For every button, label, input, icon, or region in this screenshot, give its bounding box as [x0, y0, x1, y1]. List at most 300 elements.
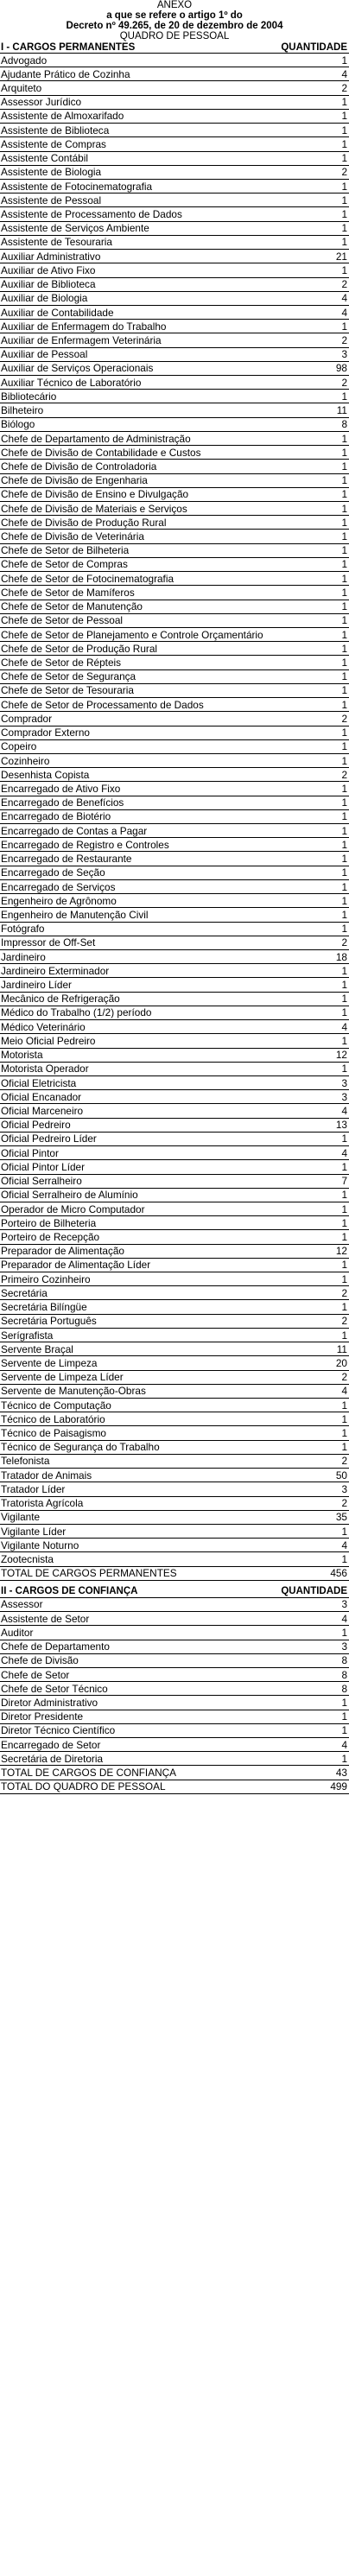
position-quantity: 35 — [335, 1511, 347, 1524]
position-quantity: 1 — [341, 1063, 347, 1075]
position-quantity: 3 — [341, 348, 347, 361]
position-title: Diretor Administrativo — [1, 1696, 98, 1709]
position-title: Assistente de Biblioteca — [1, 124, 110, 136]
position-quantity: 1 — [341, 320, 347, 333]
table-row — [0, 1552, 349, 1566]
position-quantity: 1 — [341, 1553, 347, 1566]
position-quantity: 2 — [341, 1371, 347, 1384]
table-row — [0, 1034, 349, 1048]
position-quantity: 1 — [341, 1160, 347, 1173]
position-quantity: 1 — [341, 1272, 347, 1285]
position-title: Chefe de Setor de Manutenção — [1, 600, 143, 613]
position-title: Oficial Marceneiro — [1, 1105, 84, 1118]
position-title: Oficial Pintor Líder — [1, 1160, 86, 1173]
position-title: Assistente de Serviços Ambiente — [1, 222, 149, 235]
table-row — [0, 923, 349, 936]
position-quantity: 1 — [341, 263, 347, 276]
position-quantity: 20 — [335, 1356, 347, 1369]
table-row — [0, 628, 349, 642]
table-row — [0, 1020, 349, 1034]
position-quantity: 1 — [341, 137, 347, 150]
position-quantity: 4 — [341, 292, 347, 305]
table-row — [0, 1119, 349, 1133]
position-quantity: 1 — [341, 684, 347, 697]
table-row — [0, 236, 349, 250]
position-title: Zootecnista — [1, 1553, 54, 1566]
position-quantity: 1 — [341, 1230, 347, 1243]
table-row — [0, 768, 349, 782]
section-trust-title: II - CARGOS DE CONFIANÇA — [1, 1586, 138, 1597]
position-title: Oficial Pedreiro Líder — [1, 1133, 97, 1145]
position-title: Jardineiro — [1, 950, 46, 963]
position-quantity: 1 — [341, 754, 347, 767]
table-row — [0, 460, 349, 473]
position-title: Operador de Micro Computador — [1, 1202, 145, 1215]
grand-total-row — [0, 1780, 349, 1794]
table-row — [0, 348, 349, 362]
position-title: Porteiro de Bilheteria — [1, 1216, 97, 1229]
position-quantity: 8 — [341, 1682, 347, 1695]
table-row — [0, 180, 349, 194]
position-title: Preparador de Alimentação Líder — [1, 1259, 151, 1272]
position-quantity: 11 — [336, 1342, 347, 1355]
position-title: Chefe de Departamento de Administração — [1, 432, 191, 445]
table-row — [0, 1482, 349, 1496]
permanent-total-label: TOTAL DE CARGOS PERMANENTES — [1, 1567, 177, 1580]
position-quantity: 1 — [341, 824, 347, 837]
position-quantity: 8 — [341, 418, 347, 431]
position-title: Servente Braçal — [1, 1342, 73, 1355]
position-title: Oficial Eletricista — [1, 1076, 77, 1089]
position-quantity: 1 — [341, 1202, 347, 1215]
position-quantity: 1 — [341, 1006, 347, 1019]
position-title: Auxiliar de Biologia — [1, 292, 88, 305]
position-quantity: 3 — [341, 1640, 347, 1653]
position-quantity: 4 — [341, 1612, 347, 1625]
table-row — [0, 1189, 349, 1202]
position-title: Motorista — [1, 1049, 43, 1062]
position-title: Assistente de Pessoal — [1, 194, 102, 206]
position-quantity: 1 — [341, 657, 347, 669]
table-row — [0, 1216, 349, 1230]
position-quantity: 1 — [341, 810, 347, 823]
table-row — [0, 1455, 349, 1469]
position-quantity: 1 — [341, 432, 347, 445]
position-title: Auditor — [1, 1626, 34, 1639]
position-quantity: 13 — [335, 1119, 347, 1132]
position-quantity: 1 — [341, 390, 347, 403]
position-quantity: 1 — [341, 1259, 347, 1272]
position-title: Chefe de Divisão de Ensino e Divulgação — [1, 488, 189, 501]
table-row — [0, 1133, 349, 1146]
position-quantity: 8 — [341, 1654, 347, 1667]
table-row — [0, 936, 349, 950]
table-row — [0, 796, 349, 810]
position-title: Servente de Manutenção-Obras — [1, 1385, 146, 1398]
table-row — [0, 376, 349, 390]
table-row — [0, 1752, 349, 1766]
position-quantity: 2 — [341, 82, 347, 95]
table-row — [0, 754, 349, 768]
position-title: Chefe de Setor de Segurança — [1, 670, 136, 683]
table-row — [0, 263, 349, 277]
position-title: Oficial Serralheiro — [1, 1175, 82, 1188]
position-quantity: 1 — [341, 740, 347, 753]
position-quantity: 1 — [341, 964, 347, 977]
table-row — [0, 250, 349, 263]
position-quantity: 1 — [341, 908, 347, 921]
position-title: Primeiro Cozinheiro — [1, 1272, 91, 1285]
position-quantity: 1 — [341, 1189, 347, 1202]
table-row — [0, 516, 349, 530]
position-quantity: 4 — [341, 67, 347, 80]
position-title: Chefe de Divisão de Veterinária — [1, 530, 144, 543]
table-row — [0, 572, 349, 586]
position-title: Chefe de Setor de Mamíferos — [1, 586, 135, 599]
position-title: Copeiro — [1, 740, 37, 753]
table-row — [0, 544, 349, 558]
position-quantity: 1 — [341, 530, 347, 543]
table-row — [0, 1371, 349, 1385]
position-quantity: 1 — [341, 1301, 347, 1314]
table-row — [0, 1342, 349, 1356]
table-row — [0, 964, 349, 978]
position-quantity: 1 — [341, 1752, 347, 1765]
position-quantity: 1 — [341, 600, 347, 613]
position-title: Vigilante Noturno — [1, 1539, 79, 1551]
position-quantity: 1 — [341, 544, 347, 557]
table-row — [0, 684, 349, 698]
position-quantity: 1 — [341, 642, 347, 655]
table-row — [0, 1063, 349, 1076]
position-quantity: 1 — [341, 726, 347, 739]
trust-total-row — [0, 1766, 349, 1780]
position-title: Oficial Pedreiro — [1, 1119, 71, 1132]
position-quantity: 1 — [341, 993, 347, 1006]
table-row — [0, 558, 349, 572]
position-title: Secretária Português — [1, 1315, 97, 1328]
position-title: Chefe de Setor — [1, 1668, 70, 1681]
position-quantity: 4 — [341, 1738, 347, 1751]
table-row — [0, 1300, 349, 1314]
table-row — [0, 124, 349, 137]
table-row — [0, 1441, 349, 1455]
quantity-column-header: QUANTIDADE — [281, 41, 347, 53]
position-quantity: 1 — [341, 96, 347, 109]
table-row — [0, 880, 349, 894]
position-title: Encarregado de Restaurante — [1, 853, 132, 866]
table-row — [0, 166, 349, 180]
table-row — [0, 740, 349, 754]
table-row — [0, 81, 349, 95]
position-title: Secretária — [1, 1286, 48, 1299]
position-quantity: 1 — [341, 838, 347, 851]
table-row — [0, 1006, 349, 1020]
table-row — [0, 1539, 349, 1552]
table-row — [0, 1525, 349, 1539]
position-title: Assistente de Almoxarifado — [1, 110, 124, 123]
position-title: Oficial Serralheiro de Alumínio — [1, 1189, 138, 1202]
table-row — [0, 1104, 349, 1118]
table-row — [0, 1272, 349, 1286]
position-quantity: 2 — [341, 1286, 347, 1299]
table-row — [0, 1511, 349, 1525]
position-title: Chefe de Divisão de Engenharia — [1, 474, 148, 487]
position-quantity: 1 — [341, 54, 347, 67]
position-quantity: 1 — [341, 698, 347, 711]
table-row — [0, 1654, 349, 1668]
position-quantity: 1 — [341, 1412, 347, 1425]
decree-reference: Decreto nº 49.265, de 20 de dezembro de 2004 — [66, 21, 283, 31]
position-title: Engenheiro de Agrônomo — [1, 894, 117, 907]
trust-total-label: TOTAL DE CARGOS DE CONFIANÇA — [1, 1767, 176, 1780]
table-row — [0, 656, 349, 669]
table-row — [0, 908, 349, 922]
position-title: Bilheteiro — [1, 404, 44, 417]
table-row — [0, 1668, 349, 1682]
position-quantity: 1 — [341, 1216, 347, 1229]
table-row — [0, 1738, 349, 1752]
table-row — [0, 488, 349, 502]
position-quantity: 1 — [341, 474, 347, 487]
position-quantity: 1 — [341, 670, 347, 683]
trust-positions-list — [0, 1598, 349, 1767]
position-title: Secretária de Diretoria — [1, 1752, 104, 1765]
position-title: Tratador Líder — [1, 1482, 66, 1495]
position-quantity: 1 — [341, 446, 347, 459]
table-row — [0, 1412, 349, 1426]
position-quantity: 2 — [341, 376, 347, 389]
position-quantity: 3 — [341, 1598, 347, 1611]
table-row — [0, 222, 349, 236]
table-row — [0, 432, 349, 446]
position-title: Médico do Trabalho (1/2) período — [1, 1006, 152, 1019]
table-row — [0, 824, 349, 838]
position-title: Vigilante Líder — [1, 1525, 67, 1538]
position-quantity: 2 — [341, 768, 347, 781]
position-title: Auxiliar de Contabilidade — [1, 306, 114, 319]
position-title: Tratador de Animais — [1, 1469, 92, 1482]
position-quantity: 2 — [341, 333, 347, 346]
table-row — [0, 600, 349, 614]
position-title: Bibliotecário — [1, 390, 57, 403]
table-row — [0, 1385, 349, 1399]
table-row — [0, 194, 349, 207]
table-row — [0, 1175, 349, 1189]
table-row — [0, 1286, 349, 1300]
permanent-total-row — [0, 1567, 349, 1581]
position-quantity: 3 — [341, 1482, 347, 1495]
position-title: Técnico de Segurança do Trabalho — [1, 1441, 160, 1454]
table-row — [0, 712, 349, 726]
table-row — [0, 67, 349, 81]
position-title: Chefe de Setor de Tesouraria — [1, 684, 134, 697]
permanent-total-value: 456 — [330, 1567, 347, 1580]
table-row — [0, 1160, 349, 1174]
position-quantity: 1 — [341, 1525, 347, 1538]
table-row — [0, 418, 349, 432]
position-title: Chefe de Divisão de Produção Rural — [1, 516, 167, 529]
position-title: Secretária Bilíngüe — [1, 1301, 87, 1314]
table-row — [0, 978, 349, 992]
position-quantity: 1 — [341, 460, 347, 473]
position-quantity: 1 — [341, 124, 347, 136]
table-row — [0, 1356, 349, 1370]
position-title: Chefe de Setor de Produção Rural — [1, 642, 157, 655]
position-quantity: 1 — [341, 1724, 347, 1737]
table-row — [0, 852, 349, 866]
position-quantity: 18 — [335, 950, 347, 963]
position-title: Diretor Técnico Científico — [1, 1724, 116, 1737]
position-title: Mecânico de Refrigeração — [1, 993, 120, 1006]
position-quantity: 1 — [341, 782, 347, 795]
table-row — [0, 1426, 349, 1440]
position-title: Assistente de Tesouraria — [1, 236, 112, 249]
position-quantity: 1 — [341, 502, 347, 515]
table-row — [0, 726, 349, 740]
position-title: Comprador Externo — [1, 726, 90, 739]
position-quantity: 1 — [341, 236, 347, 249]
table-row — [0, 1696, 349, 1710]
table-row — [0, 838, 349, 852]
table-row — [0, 96, 349, 110]
position-title: Impressor de Off-Set — [1, 936, 96, 949]
table-row — [0, 1497, 349, 1511]
position-title: Diretor Presidente — [1, 1710, 84, 1723]
position-quantity: 1 — [341, 222, 347, 235]
table-row — [0, 894, 349, 908]
table-row — [0, 403, 349, 417]
table-row — [0, 614, 349, 628]
table-row — [0, 950, 349, 964]
position-quantity: 11 — [336, 404, 347, 417]
position-quantity: 1 — [341, 110, 347, 123]
position-title: Chefe de Setor de Planejamento e Controle Orçamentário — [1, 628, 263, 641]
table-row — [0, 502, 349, 516]
table-row — [0, 1146, 349, 1160]
position-title: Chefe de Divisão de Materiais e Serviços — [1, 502, 187, 515]
grand-total-value: 499 — [330, 1780, 347, 1793]
position-quantity: 1 — [341, 853, 347, 866]
position-quantity: 2 — [341, 1315, 347, 1328]
position-title: Técnico de Computação — [1, 1399, 111, 1412]
table-row — [0, 1399, 349, 1412]
position-title: Jardineiro Exterminador — [1, 964, 110, 977]
position-quantity: 21 — [335, 250, 347, 263]
position-quantity: 1 — [341, 572, 347, 585]
table-row — [0, 446, 349, 460]
section-permanent-title: I - CARGOS PERMANENTES — [1, 41, 136, 53]
section-permanent-header — [0, 41, 349, 54]
position-quantity: 3 — [341, 1090, 347, 1103]
section-trust-header — [0, 1586, 349, 1598]
position-title: Comprador — [1, 712, 53, 725]
position-quantity: 7 — [341, 1175, 347, 1188]
position-title: Assistente Contábil — [1, 152, 88, 165]
position-title: Vigilante — [1, 1511, 41, 1524]
table-row — [0, 1329, 349, 1342]
position-title: Chefe de Divisão — [1, 1654, 79, 1667]
position-title: Auxiliar de Enfermagem do Trabalho — [1, 320, 167, 333]
position-quantity: 1 — [341, 614, 347, 627]
position-title: Chefe de Setor de Pessoal — [1, 614, 123, 627]
position-title: Chefe de Divisão de Controladoria — [1, 460, 157, 473]
position-title: Porteiro de Recepção — [1, 1230, 100, 1243]
position-title: Engenheiro de Manutenção Civil — [1, 908, 149, 921]
position-title: Motorista Operador — [1, 1063, 89, 1075]
position-title: Desenhista Copista — [1, 768, 90, 781]
position-title: Encarregado de Seção — [1, 866, 105, 879]
position-quantity: 3 — [341, 1076, 347, 1089]
staff-table-title: QUADRO DE PESSOAL — [119, 31, 230, 41]
position-quantity: 8 — [341, 1668, 347, 1681]
position-title: Chefe de Setor de Répteis — [1, 657, 122, 669]
position-title: Auxiliar Técnico de Laboratório — [1, 376, 142, 389]
position-quantity: 1 — [341, 1626, 347, 1639]
table-row — [0, 1259, 349, 1272]
position-quantity: 1 — [341, 1710, 347, 1723]
table-row — [0, 1640, 349, 1654]
position-quantity: 2 — [341, 278, 347, 291]
position-title: Auxiliar de Enfermagem Veterinária — [1, 333, 162, 346]
table-row — [0, 137, 349, 151]
position-title: Médico Veterinário — [1, 1020, 86, 1033]
position-quantity: 1 — [341, 488, 347, 501]
table-row — [0, 320, 349, 333]
position-quantity: 1 — [341, 180, 347, 193]
table-row — [0, 278, 349, 292]
position-title: Preparador de Alimentação — [1, 1245, 124, 1258]
position-title: Oficial Encanador — [1, 1090, 82, 1103]
position-title: Técnico de Paisagismo — [1, 1427, 106, 1440]
annex-reference: a que se refere o artigo 1º do — [106, 10, 243, 21]
table-row — [0, 1315, 349, 1329]
position-title: Fotógrafo — [1, 923, 45, 936]
table-row — [0, 1230, 349, 1244]
position-title: Assessor Jurídico — [1, 96, 82, 109]
table-row — [0, 390, 349, 403]
table-row — [0, 1682, 349, 1696]
table-row — [0, 1469, 349, 1482]
position-quantity: 1 — [341, 558, 347, 571]
position-title: Servente de Limpeza — [1, 1356, 98, 1369]
position-title: Ajudante Prático de Cozinha — [1, 67, 130, 80]
position-title: Auxiliar de Ativo Fixo — [1, 263, 96, 276]
position-quantity: 1 — [341, 208, 347, 221]
position-title: Encarregado de Setor — [1, 1738, 101, 1751]
table-row — [0, 207, 349, 221]
position-title: Chefe de Setor de Bilheteria — [1, 544, 130, 557]
table-row — [0, 810, 349, 824]
position-title: Assistente de Setor — [1, 1612, 90, 1625]
position-quantity: 1 — [341, 1427, 347, 1440]
position-quantity: 4 — [341, 1385, 347, 1398]
position-quantity: 1 — [341, 796, 347, 809]
position-quantity: 4 — [341, 1020, 347, 1033]
position-quantity: 12 — [335, 1245, 347, 1258]
position-quantity: 1 — [341, 1329, 347, 1342]
position-title: Advogado — [1, 54, 48, 67]
table-row — [0, 362, 349, 376]
position-quantity: 1 — [341, 194, 347, 206]
table-row — [0, 1724, 349, 1738]
table-row — [0, 1598, 349, 1612]
position-title: Encarregado de Biotério — [1, 810, 111, 823]
position-title: Assistente de Fotocinematografia — [1, 180, 153, 193]
position-quantity: 1 — [341, 1399, 347, 1412]
table-row — [0, 698, 349, 712]
table-row — [0, 1612, 349, 1626]
